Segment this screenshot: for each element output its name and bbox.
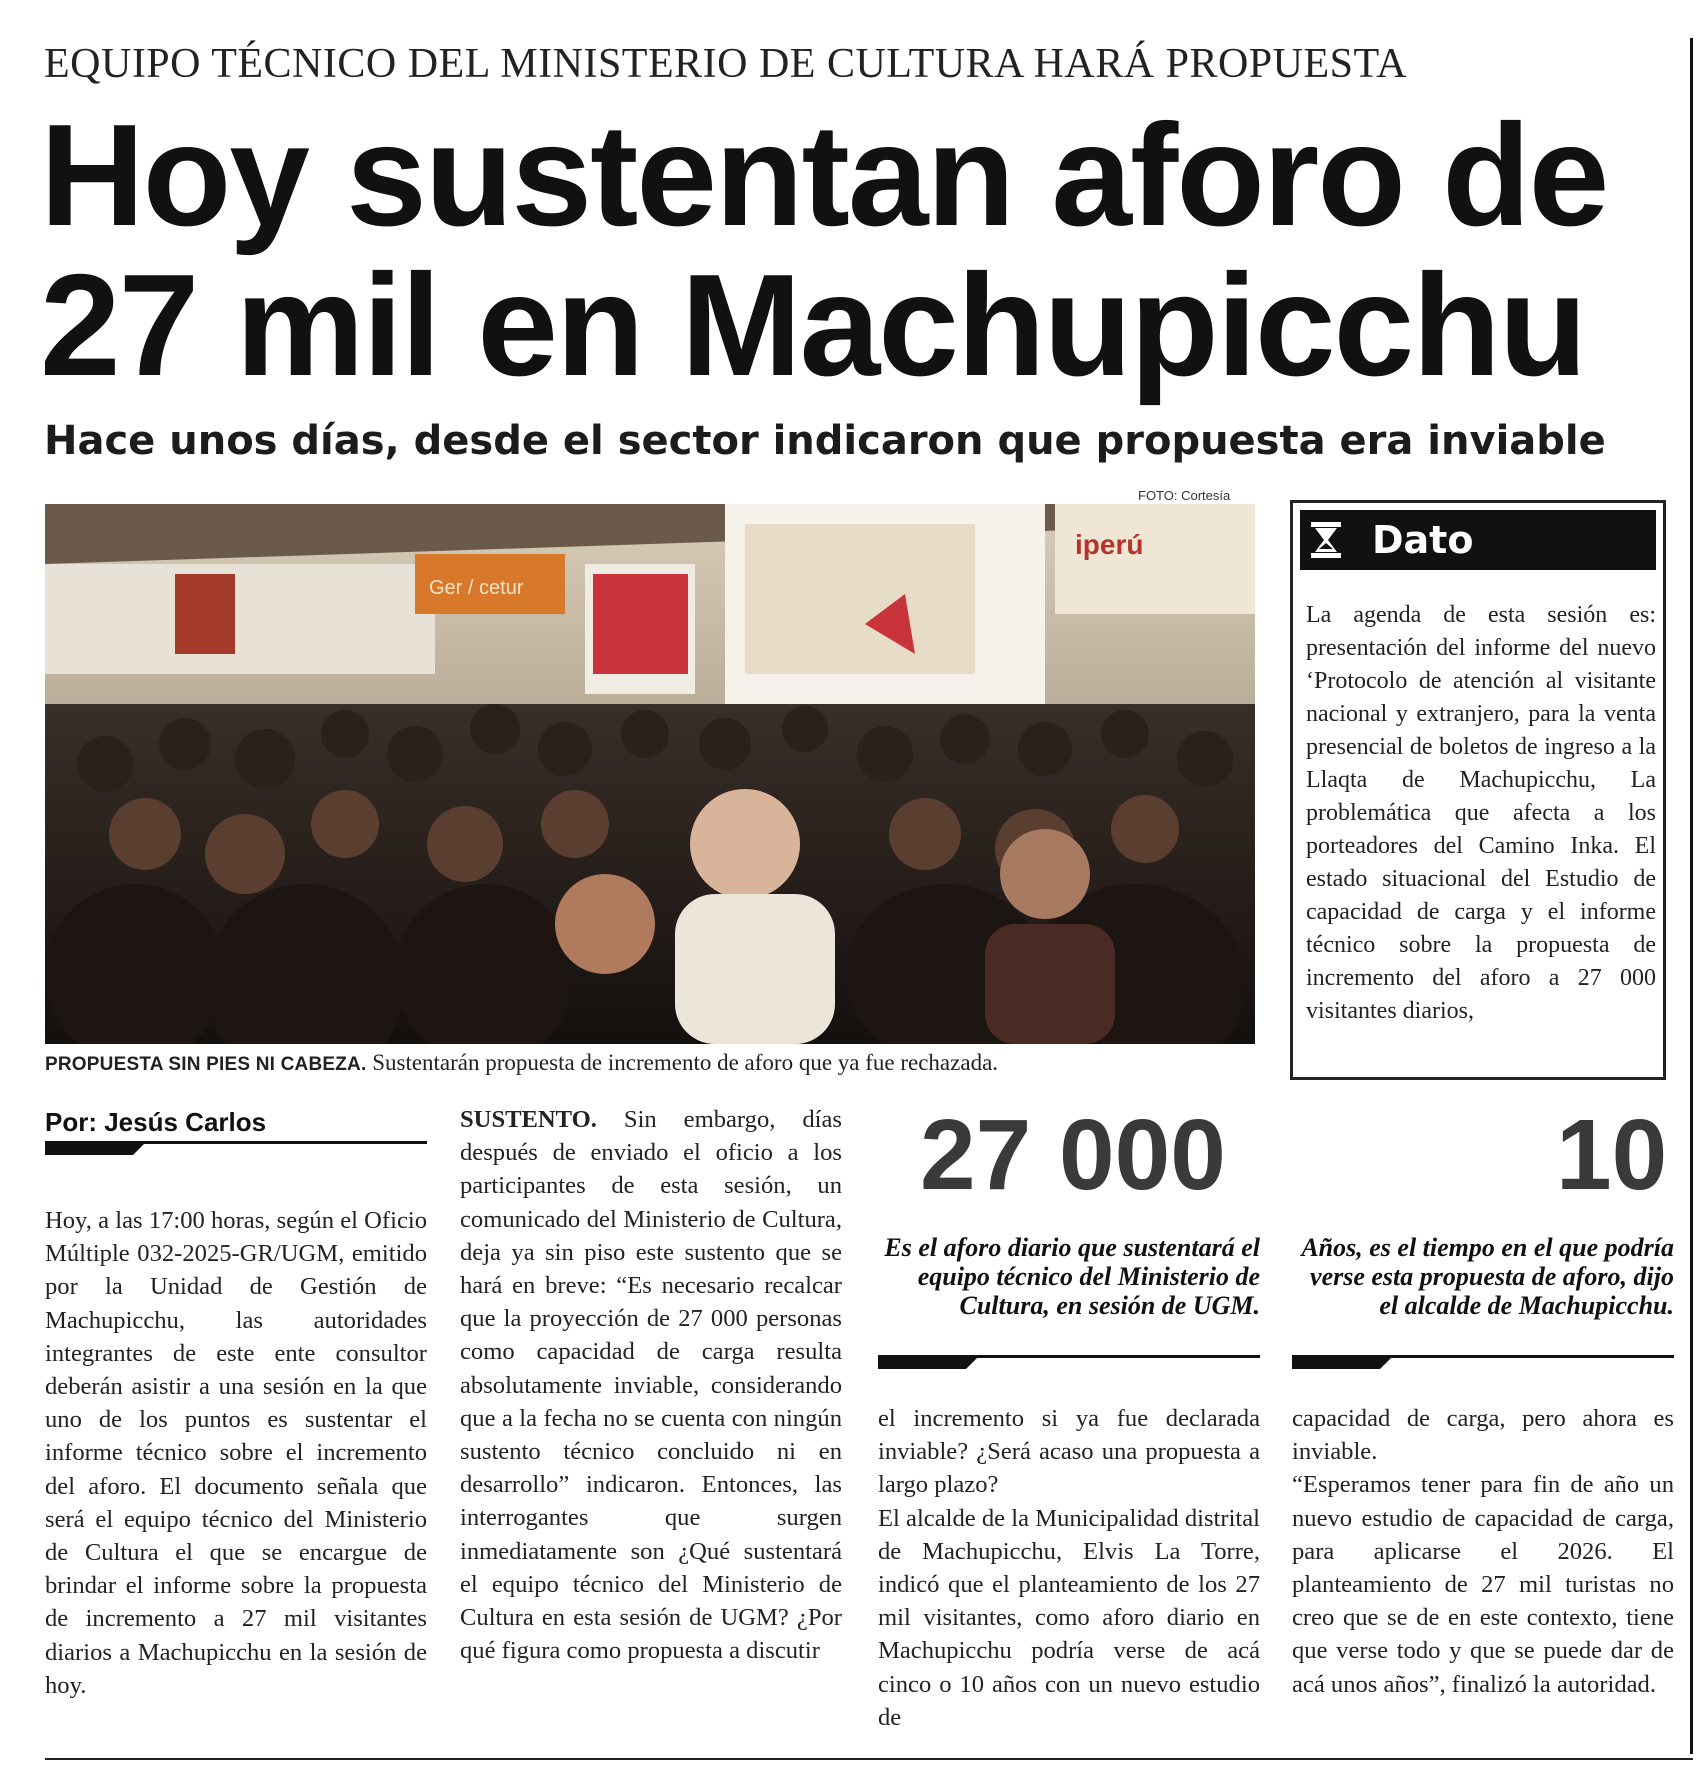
section-lead: SUSTENTO. (460, 1106, 597, 1133)
dato-title: Dato (1372, 518, 1474, 562)
stat-tab-2 (1292, 1357, 1392, 1369)
body-column-3: el incremento si ya fue declarada inviable? ¿Será acaso una propuesta a largo plazo? El alcalde de la Municipalidad distrital de Machupicchu, Elvis La Torre, indicó que el planteamiento de los 27 mil visitantes, como aforo diario en Machupicchu podría verse de acá cinco o 10 años con un nuevo estudio de (878, 1405, 1260, 1731)
byline: Por: Jesús Carlos (45, 1107, 267, 1137)
caption-lead: PROPUESTA SIN PIES NI CABEZA. (45, 1054, 367, 1075)
kicker: EQUIPO TÉCNICO DEL MINISTERIO DE CULTURA HARÁ PROPUESTA (44, 41, 1408, 87)
stat-caption-1: Es el aforo diario que sustentará el equipo técnico del Ministerio de Cultura, en sesión de UGM. (884, 1233, 1260, 1320)
photo-caption (45, 1050, 1255, 1076)
dato-header (1300, 510, 1656, 570)
page-edge-rule (1690, 38, 1693, 1754)
photo-credit: FOTO: Cortesía (1138, 488, 1231, 503)
headline: Hoy sustentan aforo de 27 mil en Machupicchu (40, 94, 1608, 406)
dato-body: La agenda de esta sesión es: presentación del informe del nuevo ‘Protocolo de atención al visitante nacional y extranjero, para la venta presencial de boletos de ingreso a la Llaqta de Machupicchu, La problemática que afecta a los porteadores del Camino Inka. El estado situacional del Estudio de capacidad de carga y el informe técnico sobre la propuesta de incremento del aforo a 27 000 visitantes diarios, (1306, 602, 1656, 1024)
body-column-4: capacidad de carga, pero ahora es inviable. “Esperamos tener para fin de año un nuevo estudio de capacidad de carga, para aplicarse el 2026. El planteamiento de 27 mil turistas no creo que se de en este contexto, tiene que verse todo y que se puede dar de acá unos años”, finalizó la autoridad. (1292, 1405, 1674, 1698)
photo-sign-left: Ger / cetur (429, 577, 524, 599)
caption-text: Sustentarán propuesta de incremento de aforo que ya fue rechazada. (366, 1050, 999, 1075)
photo-sign-right: iperú (1075, 529, 1144, 560)
byline-tab (45, 1143, 145, 1155)
bottom-rule (45, 1758, 1693, 1760)
hourglass-icon (1306, 520, 1346, 560)
body-column-1: Hoy, a las 17:00 horas, según el Oficio Múltiple 032-2025-GR/UGM, emitido por la Unidad de Gestión de Machupicchu, las autoridades integrantes de este ente consultor deberán asistir a una sesión en la que uno de los puntos es sustentar el informe técnico sobre el incremento del aforo. El documento señala que será el equipo técnico del Ministerio de Cultura el que se encargue de brindar el informe sobre la propuesta de incremento a 27 mil visitantes diarios a Machupicchu en la sesión de hoy. (45, 1207, 427, 1699)
stat-caption-2: Años, es el tiempo en el que podría verse esta propuesta de aforo, dijo el alcalde de Machupicchu. (1301, 1233, 1674, 1320)
stat-tab-1 (878, 1357, 978, 1369)
subheadline: Hace unos días, desde el sector indicaron que propuesta era inviable (44, 418, 1606, 464)
stat-number-2: 10 (1556, 1099, 1668, 1211)
body-column-2 (460, 1103, 842, 1667)
stat-number-1: 27 000 (920, 1099, 1226, 1211)
body-column-2-text: Sin embargo, días después de enviado el oficio a los participantes de esta sesión, un comunicado del Ministerio de Cultura, deja ya sin piso este sustento que se hará en breve: “Es necesario recalcar que la proyección de 27 000 personas como capacidad de carga resulta absolutamente inviable, considerando que a la fecha no se cuenta con ningún sustento técnico concluido ni en desarrollo” indicaron. Entonces, las interrogantes que surgen inmediatamente son ¿Qué sustentará el equipo técnico del Ministerio de Cultura en esta sesión de UGM? ¿Por qué figura como propuesta a discutir (460, 1106, 842, 1665)
dato-box (1290, 500, 1666, 1080)
crowd-photo (45, 504, 1255, 1044)
